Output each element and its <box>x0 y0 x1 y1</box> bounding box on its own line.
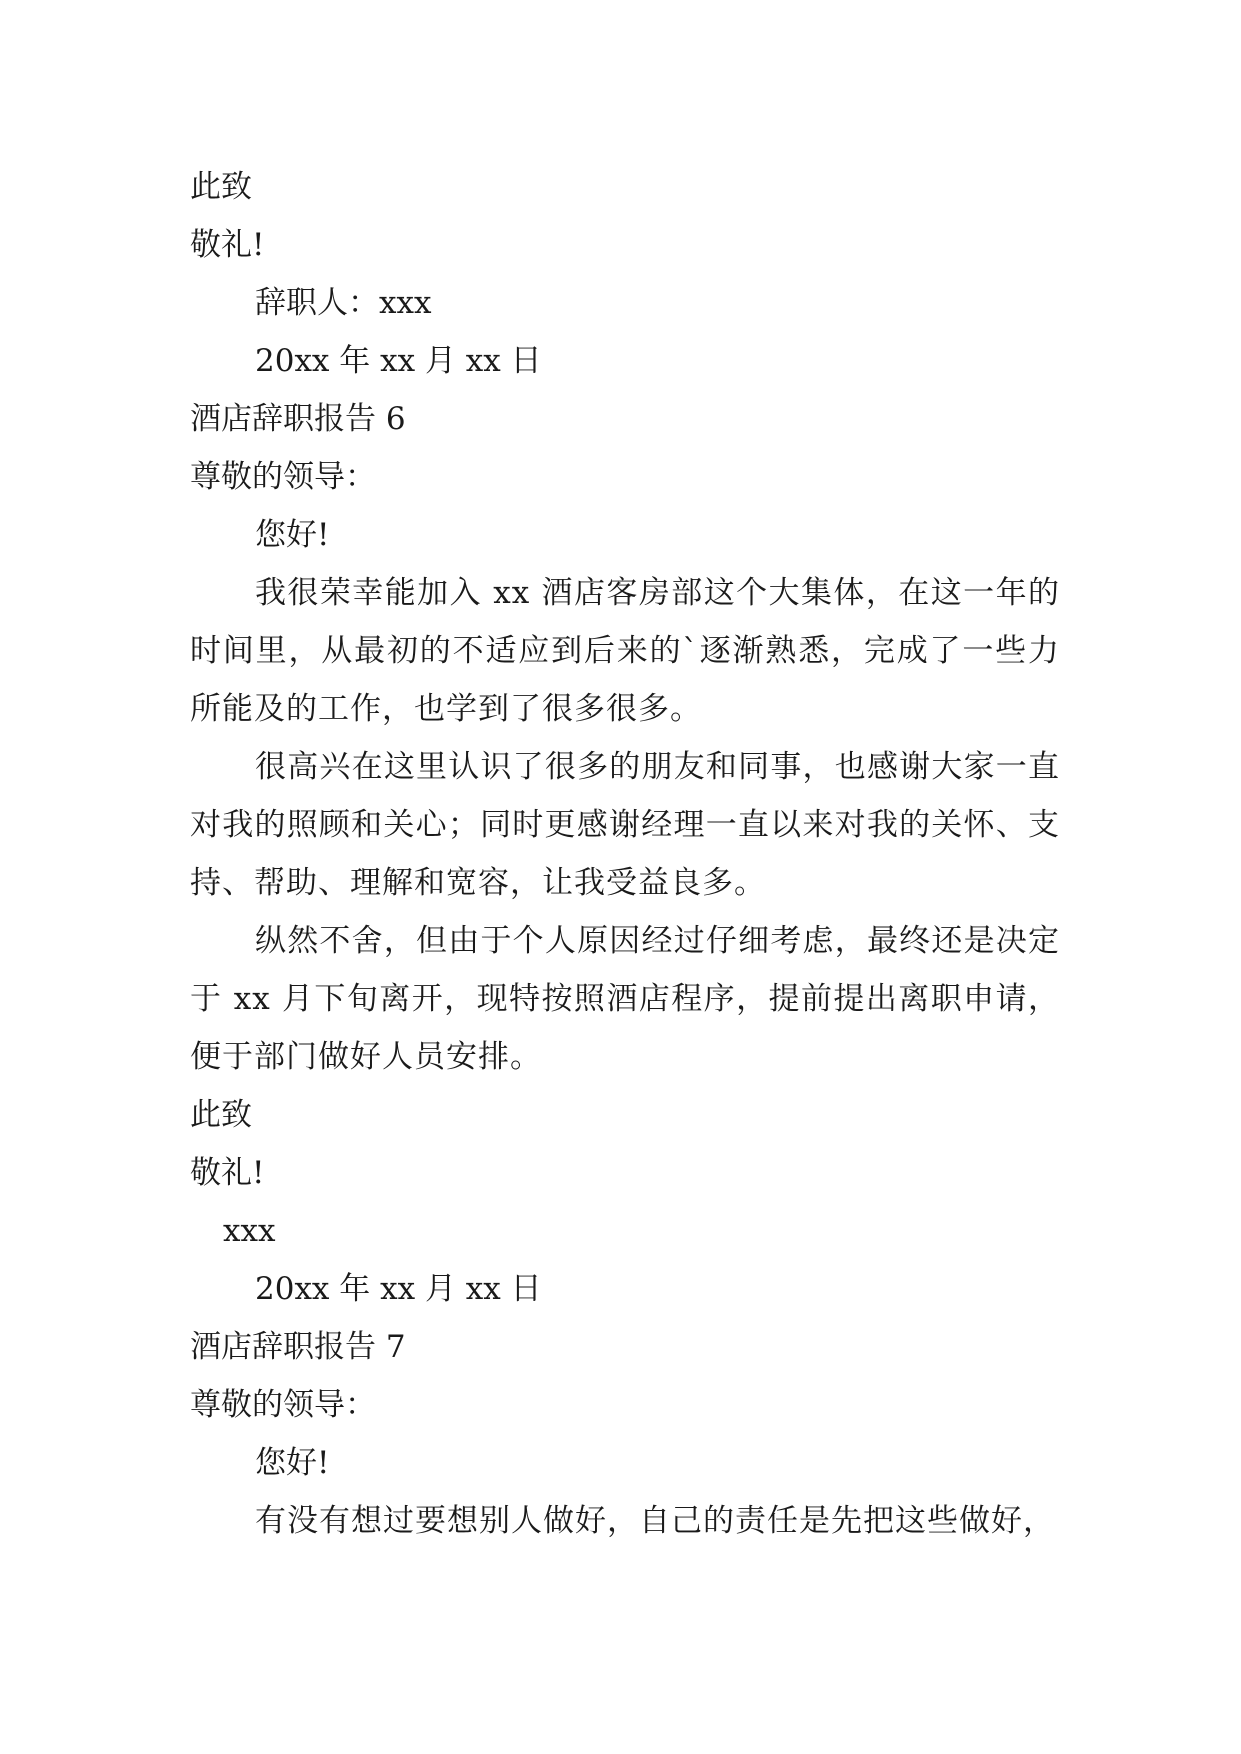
report-title: 酒店辞职报告 6 <box>190 401 406 437</box>
date-line: 20xx 年 xx 月 xx 日 <box>255 1271 542 1307</box>
regards-line: 敬礼! <box>190 1155 265 1191</box>
greeting: 您好! <box>255 1445 330 1481</box>
body-paragraph: 我很荣幸能加入 xx 酒店客房部这个大集体，在这一年的时间里，从最初的不适应到后来的`逐渐熟悉，完成了一些力所能及的工作，也学到了很多很多。 <box>190 575 1060 727</box>
salutation: 尊敬的领导： <box>190 459 376 495</box>
regards-line: 敬礼! <box>190 227 265 263</box>
body-paragraph: 很高兴在这里认识了很多的朋友和同事，也感谢大家一直对我的照顾和关心；同时更感谢经理一直以来对我的关怀、支持、帮助、理解和宽容，让我受益良多。 <box>190 749 1060 901</box>
closing-line: 此致 <box>190 1097 252 1133</box>
document-body <box>190 158 1060 1550</box>
signer-line: 辞职人：xxx <box>255 285 432 321</box>
body-paragraph: 有没有想过要想别人做好，自己的责任是先把这些做好， <box>255 1503 1055 1539</box>
signer-line: xxx <box>223 1213 276 1249</box>
report-title: 酒店辞职报告 7 <box>190 1329 406 1365</box>
date-line: 20xx 年 xx 月 xx 日 <box>255 343 542 379</box>
salutation: 尊敬的领导： <box>190 1387 376 1423</box>
closing-line: 此致 <box>190 169 252 205</box>
body-paragraph: 纵然不舍，但由于个人原因经过仔细考虑，最终还是决定于 xx 月下旬离开，现特按照酒店程序，提前提出离职申请，便于部门做好人员安排。 <box>190 923 1060 1075</box>
greeting: 您好! <box>255 517 330 553</box>
